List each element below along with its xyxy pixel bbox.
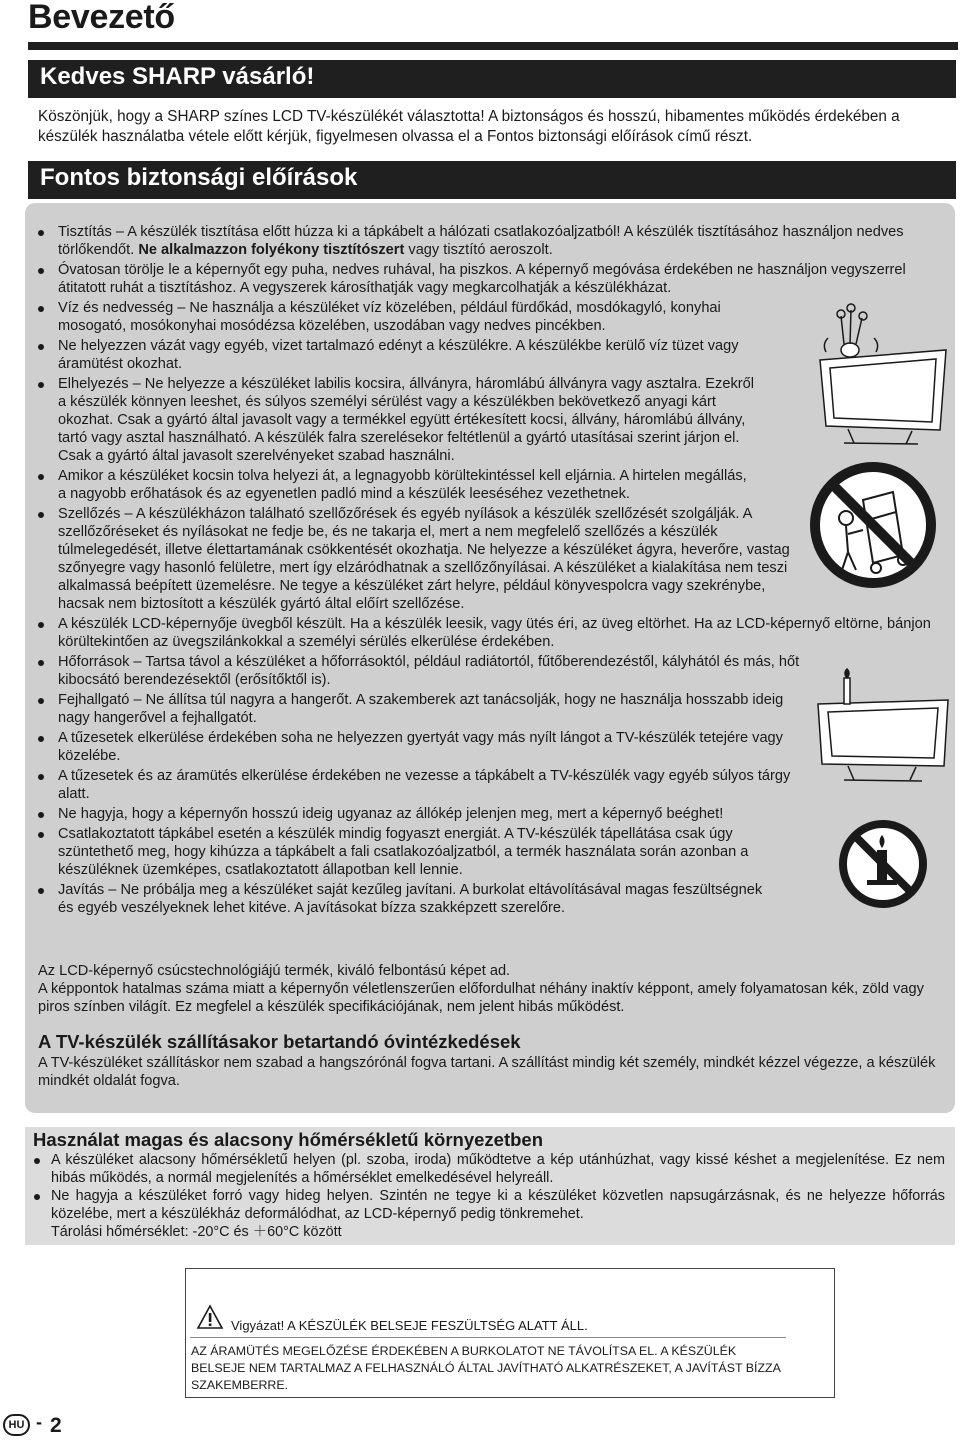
transport-heading: A TV-készülék szállításakor betartandó óvintézkedések — [38, 1031, 521, 1052]
tv-vase-illustration — [808, 298, 958, 446]
safety-item: Elhelyezés – Ne helyezze a készüléket labilis kocsira, állványra, háromlábú állványra vagy asztalra. Ezekről a készülék könnyen leeshet, és súlyos személyi sérülést vagy a készülékben bekövetkező anyagi kárt okozhat. Csak a gyártó által javasolt vagy a termékkel együtt értékesített kocsi, állvány, háromlábú állvány, tartó vagy asztal használható. A készülék falra szerelésekor feltétlenül a gyártó utasításai szerint járjon el. Csak a gyártó által javasolt szerelvényeket szabad használni. — [36, 375, 941, 465]
safety-item: Fejhallgató – Ne állítsa túl nagyra a hangerőt. A szakemberek azt tanácsolják, hogy ne használja hosszabb ideig nagy hangerővel a fejhallgatót. — [36, 691, 941, 727]
safety-item: A tűzesetek és az áramütés elkerülése érdekében ne vezesse a tápkábelt a TV-készülék vagy egyéb súlyos tárgy alatt. — [36, 767, 941, 803]
warning-body: AZ ÁRAMÜTÉS MEGELŐZÉSE ÉRDEKÉBEN A BURKOLATOT NE TÁVOLÍTSA EL. A KÉSZÜLÉK BELSEJE NEM TARTALMAZ A FELHASZNÁLÓ ÁLTAL JAVÍTHATÓ ALKATRÉSZEKET, A JAVÍTÁST BÍZZA SZAKEMBERRE. — [191, 1344, 781, 1392]
safety-item: A készülék LCD-képernyője üvegből készült. Ha a készülék leesik, vagy ütés éri, az üveg eltörhet. Ha az LCD-képernyő eltörne, bánjon körültekintően az üvegszilánkokkal a személyi sérülés elkerülése érdekében. — [36, 615, 941, 651]
temperature-item: Ne hagyja a készüléket forró vagy hideg helyen. Szintén ne tegye ki a készüléket közvetlen napsugárzásnak, és ne helyezze hőforrás közelébe, mert a készülékház deformálódhat, az LCD-képernyő pedig tönkremehet. — [33, 1187, 945, 1223]
safety-item: Szellőzés – A készülékházon található szellőzőrések és egyéb nyílások a készülék szellőzését szolgálják. A szellőzőréseket és nyílásokat ne fedje be, és ne takarja el, mert a nem megfelelő szellőzés a készülék túlmelegedését, illetve élettartamának csökkentését okozhatja. Ne helyezze a készüléket ágyra, heverőre, vastag szőnyegre vagy hasonló felületre, mert így elzáródhatnak a szellőzőnyílásai. A készüléket a kialakítása nem teszi alkalmassá beépített üzemelésre. Ne tegye a készüléket zárt helyre, például könyvespolcra vagy szekrénybe, hacsak nem biztosított a készülék gyártó által előírt szellőzése. — [36, 505, 941, 613]
warning-title: Vigyázat! A KÉSZÜLÉK BELSEJE FESZÜLTSÉG ALATT ÁLL. — [231, 1318, 588, 1333]
temperature-item: A készüléket alacsony hőmérsékletű helyen (pl. szoba, iroda) működtetve a kép utánhúzhat, vagy kissé késhet a megjelenítése. Ez nem hibás működés, a normál megjelenítés a hőmérséklet emelkedésével helyreáll. — [33, 1151, 945, 1187]
language-badge: HU — [3, 1414, 30, 1436]
safety-item: Amikor a készüléket kocsin tolva helyezi át, a legnagyobb körültekintéssel kell eljárnia. A hirtelen megállás, a nagyobb erőhatások és az egyenetlen padló mind a készülék leeséséhez vezethetnek. — [36, 467, 941, 503]
lcd-note — [38, 962, 938, 1016]
temperature-heading: Használat magas és alacsony hőmérsékletű környezetben — [33, 1129, 543, 1150]
warning-triangle-icon — [196, 1304, 224, 1330]
safety-item: Víz és nedvesség – Ne használja a készüléket víz közelében, például fürdőkád, mosdókagyló, konyhai mosogató, mosókonyhai mosódézsa közelében, uszodában vagy nedves pincékben. — [36, 299, 941, 335]
safety-item: Ne hagyja, hogy a képernyőn hosszú ideig ugyanaz az állókép jelenjen meg, mert a képernyő beéghet! — [36, 805, 941, 823]
safety-item: Tisztítás – A készülék tisztítása előtt húzza ki a tápkábelt a hálózati csatlakozóaljzatból! A készülék tisztításához használjon nedves törlőkendőt. Ne alkalmazzon folyékony tisztítószert vagy tisztító aeroszolt. — [36, 223, 941, 259]
safety-item: Óvatosan törölje le a képernyőt egy puha, nedves ruhával, ha piszkos. A képernyő megóvása érdekében ne használjon vegyszerrel átitatott ruhát a tisztításhoz. A vegyszerek károsíthatják vagy megkarcolhatják a készülékházat. — [36, 261, 941, 297]
safety-item: Csatlakoztatott tápkábel esetén a készülék mindig fogyaszt energiát. A TV-készülék tápellátása csak úgy szüntethető meg, hogy kihúzza a tápkábelt a fali csatlakozóaljzatból, a termék használata során azonban a készüléknek üzemképes, csatlakoztatott állapotban kell lennie. — [36, 825, 941, 879]
safety-item: Javítás – Ne próbálja meg a készüléket saját kezűleg javítani. A burkolat eltávolításával magas feszültségnek és egyéb veszélyeknek lehet kitéve. A javításokat bízza szakképzett szerelőre. — [36, 881, 941, 917]
intro-text: Köszönjük, hogy a SHARP színes LCD TV-készülékét választotta! A biztonságos és hosszú, hibamentes működés érdekében a készülék használatba vétele előtt kérjük, figyelmesen olvassa el a Fontos biztonsági előírások című részt. — [38, 108, 900, 145]
no-cart-illustration — [808, 460, 938, 590]
warning-divider — [190, 1337, 786, 1338]
safety-item: Ne helyezzen vázát vagy egyéb, vizet tartalmazó edényt a készülékre. A készülékbe kerülő víz tüzet vagy áramütést okozhat. — [36, 337, 941, 373]
welcome-banner: Kedves SHARP vásárló! — [28, 60, 956, 98]
lcd-note-line: A képpontok hatalmas száma miatt a képernyőn véletlenszerűen előfordulhat néhány inaktív képpont, amely folyamatosan kék, zöld vagy piros színben világít. Ez megfelel a készülék specifikációjának, nem jelent hibás működést. — [38, 981, 924, 1015]
safety-list — [36, 223, 941, 919]
temperature-list — [33, 1151, 945, 1241]
safety-item: A tűzesetek elkerülése érdekében soha ne helyezzen gyertyát vagy más nyílt lángot a TV-készülék tetejére vagy közelébe. — [36, 729, 941, 765]
safety-heading: Fontos biztonsági előírások — [28, 161, 956, 199]
storage-temperature: Tárolási hőmérséklet: -20°C és ＋60°C között — [51, 1224, 342, 1240]
tv-candle-illustration — [810, 668, 955, 783]
page-title: Bevezető — [28, 0, 175, 36]
transport-body: A TV-készüléket szállításkor nem szabad a hangszórónál fogva tartani. A szállítást mindig két személy, mindkét kézzel végezze, a készülék mindkét oldalát fogva. — [38, 1055, 936, 1089]
safety-item: Hőforrások – Tartsa távol a készüléket a hőforrásoktól, például radiátortól, fűtőberendezéstől, kályhától és más, hőt kibocsátó berendezésektől (erősítőktől is). — [36, 653, 941, 689]
no-candle-illustration — [837, 818, 929, 910]
footer-separator: - — [36, 1412, 42, 1432]
title-rule — [28, 42, 958, 50]
lcd-note-line: Az LCD-képernyő csúcstechnológiájú termék, kiváló felbontású képet ad. — [38, 963, 511, 979]
page-number: 2 — [50, 1414, 62, 1437]
